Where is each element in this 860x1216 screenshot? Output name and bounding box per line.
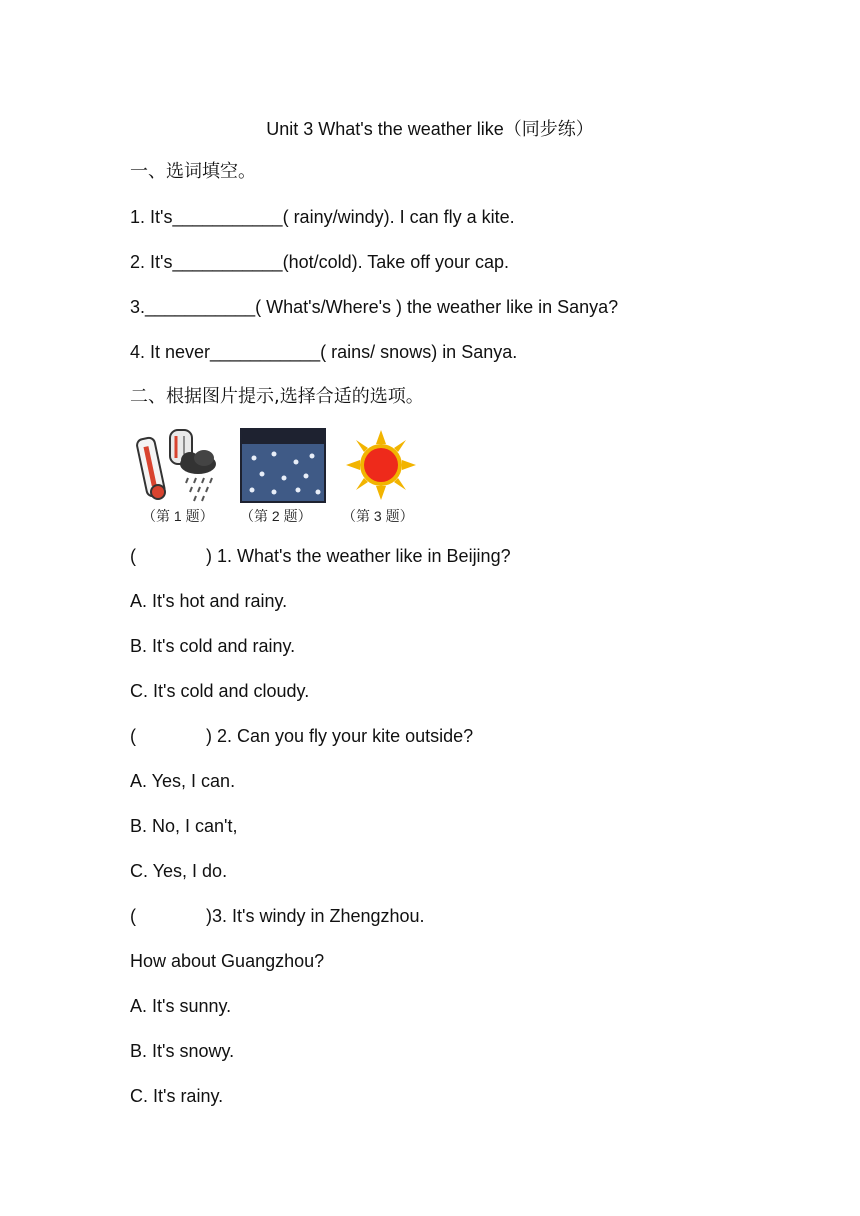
picture-caption-1: （第 1 题） [142, 508, 214, 524]
question-2: ( ) 2. Can you fly your kite outside? [130, 726, 474, 746]
thermometer-cloud-rain-icon [136, 428, 226, 508]
weather-pictures [136, 428, 426, 528]
fill-item-2: 2. It's___________(hot/cold). Take off your cap. [130, 252, 510, 272]
picture-caption-3: （第 3 题） [342, 508, 414, 524]
q1-option-b: B. It's cold and rainy. [130, 636, 296, 656]
q2-option-c: C. Yes, I do. [130, 861, 228, 881]
question-3-followup: How about Guangzhou? [130, 951, 325, 971]
fill-item-3: 3.___________( What's/Where's ) the weather like in Sanya? [130, 297, 619, 317]
sun-icon [346, 430, 416, 505]
fill-item-4: 4. It never___________( rains/ snows) in Sanya. [130, 342, 518, 362]
q3-option-c: C. It's rainy. [130, 1086, 224, 1106]
q1-option-c: C. It's cold and cloudy. [130, 681, 310, 701]
picture-caption-2: （第 2 题） [240, 508, 312, 524]
q3-option-b: B. It's snowy. [130, 1041, 235, 1061]
question-1: ( ) 1. What's the weather like in Beijing? [130, 546, 511, 566]
question-3: ( )3. It's windy in Zhengzhou. [130, 906, 425, 926]
fill-item-1: 1. It's___________( rainy/windy). I can fly a kite. [130, 207, 515, 227]
page-title: Unit 3 What's the weather like（同步练） [266, 119, 594, 139]
section1-heading: 一、选词填空。 [130, 161, 256, 182]
q2-option-a: A. Yes, I can. [130, 771, 236, 791]
snow-night-icon [240, 428, 326, 508]
section2-heading: 二、根据图片提示,选择合适的选项。 [130, 386, 424, 407]
q2-option-b: B. No, I can't, [130, 816, 238, 836]
q3-option-a: A. It's sunny. [130, 996, 232, 1016]
q1-option-a: A. It's hot and rainy. [130, 591, 288, 611]
